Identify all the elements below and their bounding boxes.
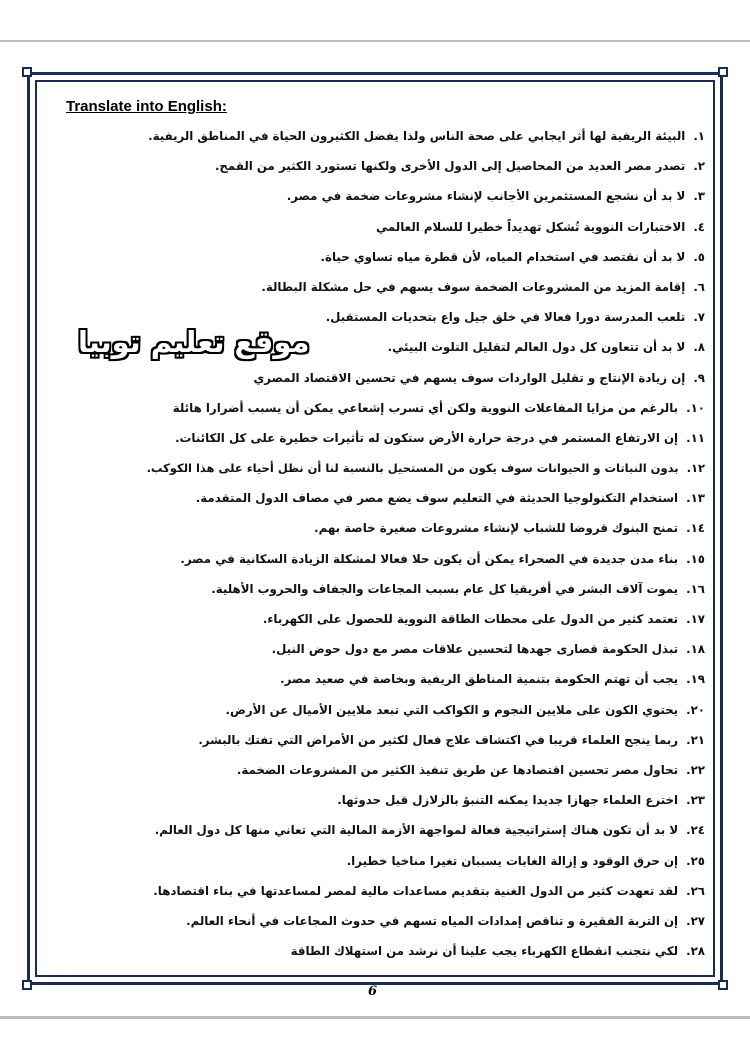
sentence-item [140,725,705,755]
sentence-text: إن حرق الوقود و إزالة الغابات يسببان تغيرا مناخيا خطيرا. [346,853,679,868]
sentence-item [140,363,705,393]
sentence-item [140,846,705,876]
site-watermark: موقع تعليم توبيا [78,325,310,359]
sentence-item [140,423,705,453]
sentence-text: تلعب المدرسة دورا فعالا في خلق جيل واع بتحديات المستقبل. [325,310,686,325]
sentence-text: الاختبارات النووية تُشكل تهديداً خطيرا للسلام العالمي [375,219,686,234]
sentence-number: ٣. [693,189,705,204]
sentence-text: لا بد أن نقتصد في استخدام المياه، لأن قطرة مياه تساوي حياة. [320,249,686,264]
sentence-number: ٢. [693,159,705,174]
sentence-number: ٧. [693,310,705,325]
sentence-text: لقد تعهدت كثير من الدول الغنية بتقديم مساعدات مالية لمصر لمساعدتها في بناء اقتصادها. [153,883,679,898]
sentence-number: ٨. [693,340,705,355]
sentence-number: ٢١. [686,732,705,747]
sentence-text: يحتوي الكون على ملايين النجوم و الكواكب التي تبعد ملايين الأميال عن الأرض. [225,702,679,717]
sentence-number: ١٩. [686,672,705,687]
sentence-item [140,634,705,664]
sentence-number: ١١. [686,430,705,445]
sentence-text: اخترع العلماء جهازا جديدا يمكنه التنبؤ بالزلازل قبل حدوثها. [337,793,679,808]
sentence-item [140,815,705,845]
sentence-number: ٢٥. [686,853,705,868]
sentence-item [140,212,705,242]
sentence-number: ٢٢. [686,762,705,777]
sentence-number: ١٣. [686,491,705,506]
sentence-item [140,695,705,725]
sentence-text: ربما ينجح العلماء قريبا في اكتشاف علاج فعال لكثير من الأمراض التي تفتك بالبشر. [198,732,679,747]
sentence-number: ١٤. [686,521,705,536]
sentence-number: ٦. [693,279,705,294]
sentence-number: ٢٦. [686,883,705,898]
sentence-item [140,906,705,936]
border-corner-ornament [22,67,32,77]
sentence-item [140,785,705,815]
sentence-text: بدون النباتات و الحيوانات سوف يكون من المستحيل بالنسبة لنا أن نظل أحياء على هذا الكوكب. [146,461,679,476]
sentence-number: ٢٠. [686,702,705,717]
sentence-text: يجب أن تهتم الحكومة بتنمية المناطق الريفية وبخاصة في صعيد مصر. [280,672,679,687]
sentence-number: ١٢. [686,461,705,476]
sentence-item [140,755,705,785]
sentence-number: ٢٤. [686,823,705,838]
sentence-number: ١٦. [686,581,705,596]
sentence-number: ١٥. [686,551,705,566]
sentence-number: ٢٨. [686,944,705,959]
sentence-number: ٢٧. [686,913,705,928]
sentence-text: تصدر مصر العديد من المحاصيل إلى الدول الأخرى ولكنها تستورد الكثير من القمح. [214,159,686,174]
sentence-item [140,151,705,181]
sentence-item [140,181,705,211]
sentence-item [140,574,705,604]
sentence-item [140,664,705,694]
sentence-item [140,513,705,543]
sentence-text: تمنح البنوك قروضا للشباب لإنشاء مشروعات صغيرة خاصة بهم. [314,521,679,536]
sentence-number: ٩. [693,370,705,385]
sentence-text: تبذل الحكومة قصارى جهدها لتحسين علاقات مصر مع دول حوض النيل. [271,642,679,657]
sentence-number: ١. [693,129,705,143]
page-number: 6 [368,984,378,999]
border-corner-ornament [22,980,32,990]
sentence-text: إن التربة الفقيرة و تناقص إمدادات المياه تسهم في حدوث المجاعات في أنحاء العالم. [186,913,679,928]
sentence-text: لا بد أن نشجع المستثمرين الأجانب لإنشاء مشروعات ضخمة في مصر. [286,189,686,204]
sentence-text: بناء مدن جديدة في الصحراء يمكن أن يكون حلا فعالا لمشكلة الزيادة السكانية في مصر. [180,551,679,566]
worksheet-heading: Translate into English: [66,98,227,115]
sentence-text: إن زيادة الإنتاج و تقليل الواردات سوف يسهم في تحسين الاقتصاد المصري [253,370,686,385]
sentence-text: إقامة المزيد من المشروعات الضخمة سوف يسهم في حل مشكلة البطالة. [261,279,686,294]
sentence-item [140,544,705,574]
sentence-number: ١٧. [686,612,705,626]
sentence-number: ٥. [693,249,705,264]
sentence-item [140,272,705,302]
sentence-item [140,242,705,272]
top-divider [0,40,750,42]
sentence-item [140,876,705,906]
sentence-number: ٢٣. [686,793,705,808]
sentence-item [140,121,705,151]
border-corner-ornament [718,980,728,990]
bottom-divider [0,1016,750,1019]
sentence-item [140,393,705,423]
sentence-number: ٤. [693,219,705,234]
sentence-item [140,604,705,634]
sentence-text: البيئة الريفية لها أثر ايجابي على صحة الناس ولذا يفضل الكثيرون الحياة في المناطق الريفية. [148,129,686,143]
sentence-item [140,453,705,483]
sentence-text: تعتمد كثير من الدول على محطات الطاقة النووية للحصول على الكهرباء. [262,612,679,626]
sentence-number: ١٨. [686,642,705,657]
sentence-text: إن الارتفاع المستمر في درجة حرارة الأرض ستكون له تأثيرات خطيرة على كل الكائنات. [175,430,679,445]
sentence-text: لا بد أن تكون هناك إستراتيجية فعالة لمواجهة الأزمة المالية التي تعاني منها كل دول العالم. [154,823,679,838]
sentence-text: بالرغم من مزايا المفاعلات النووية ولكن أي تسرب إشعاعي يمكن أن يسبب أضرارا هائلة [172,400,679,415]
sentence-text: استخدام التكنولوجيا الحديثة في التعليم سوف يضع مصر في مصاف الدول المتقدمة. [195,491,679,506]
sentence-text: يموت آلاف البشر في أفريقيا كل عام بسبب المجاعات والجفاف والحروب الأهلية. [211,581,679,596]
border-corner-ornament [718,67,728,77]
sentence-list [140,121,705,966]
sentence-text: لكي نتجنب انقطاع الكهرباء يجب علينا أن نرشد من استهلاك الطاقة [290,944,679,959]
sentence-number: ١٠. [686,400,705,415]
sentence-item [140,483,705,513]
sentence-item [140,936,705,966]
sentence-text: لا بد أن تتعاون كل دول العالم لتقليل التلوث البيئي. [387,340,686,355]
sentence-text: تحاول مصر تحسين اقتصادها عن طريق تنفيذ الكثير من المشروعات الضخمة. [236,762,679,777]
